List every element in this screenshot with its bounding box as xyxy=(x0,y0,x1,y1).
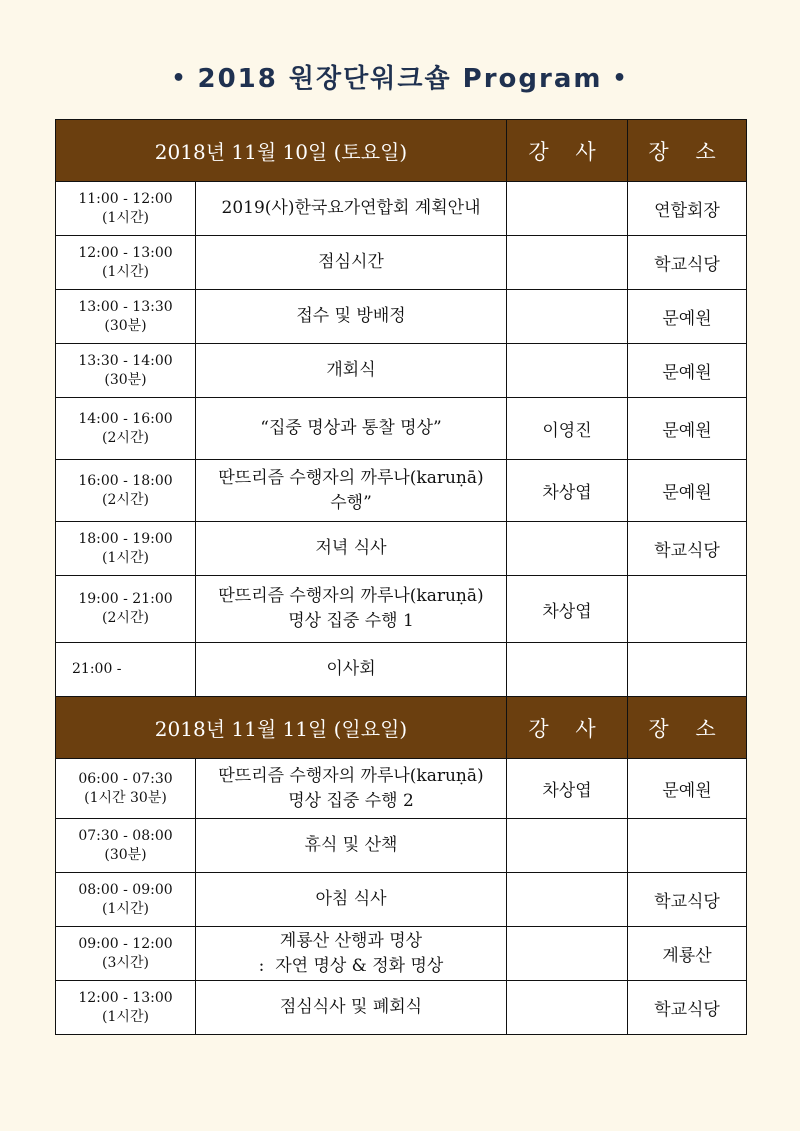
place-cell: 문예원 xyxy=(628,460,747,522)
duration: (1시간) xyxy=(102,263,149,280)
place-header: 장 소 xyxy=(628,120,747,182)
lecturer-cell xyxy=(507,522,628,576)
program-line: 점심식사 및 폐회식 xyxy=(279,997,423,1017)
day-date: 2018년 11월 11일 (일요일) xyxy=(56,697,507,759)
time-cell xyxy=(56,981,196,1035)
program-line: 딴뜨리즘 수행자의 까루나(karuṇā) xyxy=(218,765,484,786)
table-row xyxy=(56,236,747,290)
place-cell: 계룡산 xyxy=(628,927,747,981)
day-header-1 xyxy=(56,120,747,182)
program-table xyxy=(55,119,747,1035)
program-line: 점심시간 xyxy=(318,252,384,272)
lecturer-header: 강 사 xyxy=(507,697,628,759)
time-cell xyxy=(56,819,196,873)
time-range: 13:00 - 13:30 xyxy=(78,298,173,315)
program-line: 딴뜨리즘 수행자의 까루나(karuṇā) xyxy=(218,586,484,606)
program-line: 휴식 및 산책 xyxy=(304,835,398,855)
program-line: 아침 식사 xyxy=(315,889,387,909)
duration: (2시간) xyxy=(102,429,149,446)
time-cell xyxy=(56,643,196,697)
program-cell xyxy=(196,236,507,290)
table-row xyxy=(56,643,747,697)
program-line: 2019(사)한국요가연합회 계획안내 xyxy=(221,198,481,218)
time-cell xyxy=(56,182,196,236)
duration: (2시간) xyxy=(102,491,149,508)
lecturer-cell: 이영진 xyxy=(507,398,628,460)
place-cell xyxy=(628,576,747,643)
place-cell: 학교식당 xyxy=(628,522,747,576)
time-range: 09:00 - 12:00 xyxy=(78,935,173,952)
table-row xyxy=(56,927,747,981)
day-header-2 xyxy=(56,697,747,759)
duration: (1시간) xyxy=(102,1008,149,1025)
time-range: 13:30 - 14:00 xyxy=(78,352,173,369)
lecturer-header: 강 사 xyxy=(507,120,628,182)
place-cell xyxy=(628,819,747,873)
time-cell xyxy=(56,398,196,460)
time-range: 06:00 - 07:30 xyxy=(78,770,173,787)
duration: (30분) xyxy=(104,846,147,863)
program-cell xyxy=(196,927,507,981)
lecturer-cell: 차상엽 xyxy=(507,460,628,522)
program-line: 이사회 xyxy=(326,659,376,679)
table-row xyxy=(56,460,747,522)
duration: (2시간) xyxy=(102,610,149,626)
duration: (1시간 30분) xyxy=(84,789,167,806)
table-row xyxy=(56,576,747,643)
program-line: 수행” xyxy=(330,492,372,513)
lecturer-cell xyxy=(507,927,628,981)
duration: (1시간) xyxy=(102,209,149,226)
place-cell: 학교식당 xyxy=(628,981,747,1035)
place-cell xyxy=(628,643,747,697)
place-cell: 문예원 xyxy=(628,290,747,344)
time-cell xyxy=(56,927,196,981)
time-cell xyxy=(56,236,196,290)
time-cell xyxy=(56,460,196,522)
place-cell: 문예원 xyxy=(628,398,747,460)
lecturer-cell xyxy=(507,236,628,290)
program-cell xyxy=(196,981,507,1035)
program-cell xyxy=(196,873,507,927)
program-cell xyxy=(196,290,507,344)
program-cell xyxy=(196,182,507,236)
lecturer-cell xyxy=(507,819,628,873)
table-row xyxy=(56,344,747,398)
bullet-left: • xyxy=(171,66,188,91)
time-cell xyxy=(56,576,196,643)
table-row xyxy=(56,981,747,1035)
time-range: 08:00 - 09:00 xyxy=(78,881,173,898)
time-cell xyxy=(56,290,196,344)
lecturer-cell xyxy=(507,182,628,236)
program-line: 접수 및 방배정 xyxy=(296,306,406,326)
time-range: 21:00 - xyxy=(72,661,122,677)
program-line: 명상 집중 수행 2 xyxy=(288,790,414,811)
table-row xyxy=(56,398,747,460)
program-cell xyxy=(196,344,507,398)
lecturer-cell xyxy=(507,873,628,927)
table-row xyxy=(56,182,747,236)
program-line: : 자연 명상 & 정화 명상 xyxy=(258,955,444,976)
lecturer-cell xyxy=(507,290,628,344)
program-cell xyxy=(196,819,507,873)
duration: (3시간) xyxy=(102,954,149,971)
day-date: 2018년 11월 10일 (토요일) xyxy=(56,120,507,182)
place-cell: 학교식당 xyxy=(628,236,747,290)
place-cell: 학교식당 xyxy=(628,873,747,927)
time-range: 14:00 - 16:00 xyxy=(78,410,173,427)
program-line: 개회식 xyxy=(326,360,376,380)
table-row xyxy=(56,759,747,819)
duration: (1시간) xyxy=(102,549,149,566)
duration: (30분) xyxy=(104,371,147,388)
table-row xyxy=(56,522,747,576)
program-cell xyxy=(196,460,507,522)
title-text: 2018 원장단워크숍 Program xyxy=(197,64,603,94)
time-range: 11:00 - 12:00 xyxy=(78,190,173,207)
place-header: 장 소 xyxy=(628,697,747,759)
program-line: 계룡산 산행과 명상 xyxy=(279,930,423,951)
place-cell: 연합회장 xyxy=(628,182,747,236)
program-cell xyxy=(196,759,507,819)
table-row xyxy=(56,290,747,344)
lecturer-cell: 차상엽 xyxy=(507,576,628,643)
place-cell: 문예원 xyxy=(628,344,747,398)
program-cell xyxy=(196,643,507,697)
time-cell xyxy=(56,522,196,576)
lecturer-cell xyxy=(507,643,628,697)
program-line: 명상 집중 수행 1 xyxy=(288,611,414,631)
time-cell xyxy=(56,344,196,398)
bullet-right: • xyxy=(612,66,629,91)
time-cell xyxy=(56,873,196,927)
table-row xyxy=(56,873,747,927)
program-cell xyxy=(196,522,507,576)
time-range: 12:00 - 13:00 xyxy=(78,244,173,261)
time-range: 19:00 - 21:00 xyxy=(78,591,173,607)
time-range: 12:00 - 13:00 xyxy=(78,989,173,1006)
table-row xyxy=(56,819,747,873)
program-cell xyxy=(196,576,507,643)
program-line: 딴뜨리즘 수행자의 까루나(karuṇā) xyxy=(218,467,484,488)
time-range: 18:00 - 19:00 xyxy=(78,530,173,547)
program-cell xyxy=(196,398,507,460)
duration: (1시간) xyxy=(102,900,149,917)
program-line: “집중 명상과 통찰 명상” xyxy=(260,418,442,438)
program-line: 저녁 식사 xyxy=(315,538,387,558)
time-cell xyxy=(56,759,196,819)
duration: (30분) xyxy=(104,317,147,334)
lecturer-cell xyxy=(507,344,628,398)
time-range: 07:30 - 08:00 xyxy=(78,827,173,844)
time-range: 16:00 - 18:00 xyxy=(78,472,173,489)
lecturer-cell: 차상엽 xyxy=(507,759,628,819)
place-cell: 문예원 xyxy=(628,759,747,819)
lecturer-cell xyxy=(507,981,628,1035)
page-title xyxy=(0,58,800,95)
